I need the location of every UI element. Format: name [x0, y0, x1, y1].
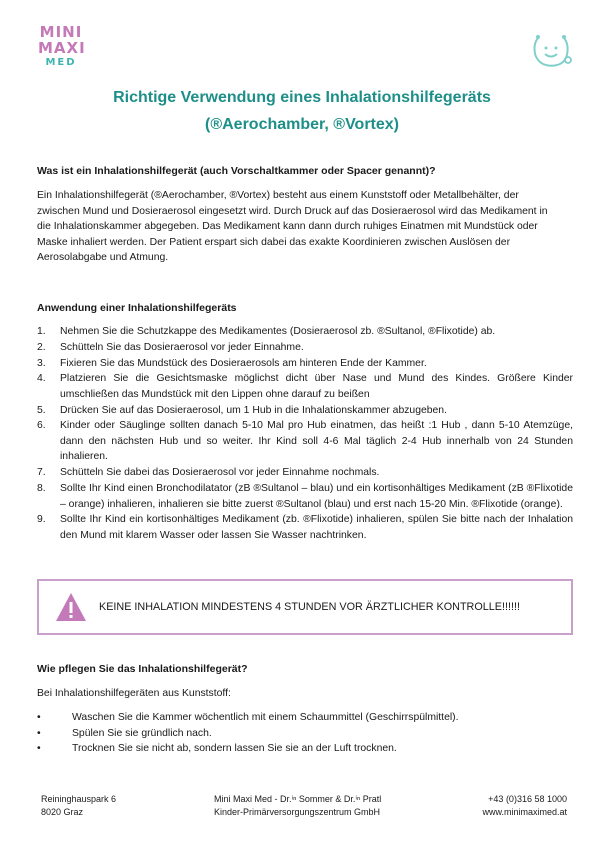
- section-paragraph-what-is: [37, 188, 571, 266]
- list-item: [37, 726, 571, 742]
- step-text: Sollte Ihr Kind ein kortisonhältiges Medikament (zb. ®Flixotide) inhalieren, spülen Sie bitte nach der Inhalation den Mund mit klarem Wasser oder lassen Sie Wasser nachtrinken.: [60, 514, 573, 541]
- step-text: Nehmen Sie die Schutzkappe des Medikamentes (Dosieraerosol zb. ®Sultanol, ®Flixotide) ab.: [60, 326, 496, 337]
- step-number: 4.: [37, 373, 46, 385]
- bullet-icon: •: [37, 743, 41, 754]
- step-text: Drücken Sie auf das Dosieraerosol, um 1 Hub in die Inhalationskammer abzugeben.: [60, 404, 447, 416]
- logo-text-med: MED: [45, 57, 77, 68]
- step-number: 9.: [37, 514, 46, 526]
- list-item: [37, 403, 573, 419]
- list-item: [37, 512, 573, 543]
- list-item: [37, 418, 573, 465]
- care-intro: Bei Inhalationshilfegeräten aus Kunststoff:: [37, 688, 231, 699]
- warning-box: [37, 579, 573, 635]
- footer-company-type: Kinder-Primärversorgungszentrum GmbH: [214, 807, 381, 817]
- list-item: [37, 481, 573, 512]
- page-subtitle: (®Aerochamber, ®Vortex): [205, 116, 399, 133]
- bullet-text: Trocknen Sie sie nicht ab, sondern lassen Sie sie an der Luft trocknen.: [72, 743, 397, 754]
- list-item: [37, 741, 571, 757]
- step-number: 7.: [37, 467, 46, 479]
- step-text: Fixieren Sie das Mundstück des Dosieraerosols am hinteren Ende der Kammer.: [60, 357, 427, 369]
- warning-triangle-icon: [55, 592, 87, 622]
- smiley-stethoscope-icon: [530, 30, 572, 70]
- step-text: Schütteln Sie das Dosieraerosol vor jeder Einnahme.: [60, 341, 304, 353]
- step-number: 5.: [37, 404, 46, 416]
- page-title: Richtige Verwendung eines Inhalationshilfegeräts: [113, 89, 491, 106]
- bullet-icon: •: [37, 727, 41, 739]
- logo-text-maxi: MAXI: [38, 39, 86, 57]
- warning-text: KEINE INHALATION MINDESTENS 4 STUNDEN VOR ÄRZTLICHER KONTROLLE!!!!!!: [99, 601, 520, 613]
- bullet-icon: •: [37, 712, 41, 723]
- paragraph-line: Maske inhaliert werden. Der Patient erspart sich dabei das exakte Koordinieren zwischen Auslösen der: [37, 236, 511, 248]
- paragraph-line: zwischen Mund und Dosieraerosol eingesetzt wird. Durch Druck auf das Dosieraerosol wird das Medikament in: [37, 205, 548, 217]
- list-item: [37, 356, 573, 372]
- step-text: Schütteln Sie dabei das Dosieraerosol vor jeder Einnahme nochmals.: [60, 467, 380, 479]
- usage-steps-list: [37, 324, 573, 544]
- logo-text-mini: MINI: [39, 23, 83, 41]
- section-heading-care: Wie pflegen Sie das Inhalationshilfegerät?: [37, 663, 248, 675]
- footer-company-name: Mini Maxi Med - Dr.ⁱⁿ Sommer & Dr.ⁱⁿ Pratl: [214, 794, 382, 804]
- list-item: [37, 465, 573, 481]
- footer-company: [214, 793, 404, 819]
- step-number: 3.: [37, 357, 46, 369]
- step-number: 1.: [37, 326, 46, 337]
- brand-logo: [38, 24, 84, 70]
- list-item: [37, 371, 573, 402]
- step-text: Kinder oder Säuglinge sollten danach 5-10 Mal pro Hub einatmen, das heißt :1 Hub , dann 5-10 Atemzüge, dann den nächsten Hub und so weiter. Ihr Kind soll 4-6 Mal täglich 2-4 Hub innerhalb von 24 Stunden inhalieren.: [60, 420, 573, 463]
- paragraph-line: Ein Inhalationshilfegerät (®Aerochamber, ®Vortex) besteht aus einem Kunststoff oder Metallbehälter, der: [37, 190, 519, 201]
- paragraph-line: die Inhalationskammer abgegeben. Das Medikament kann dann durch ruhiges Einatmen mit Mundstück oder: [37, 221, 538, 232]
- step-number: 2.: [37, 341, 46, 353]
- step-text: Sollte Ihr Kind einen Bronchodilatator (zB ®Sultanol – blau) und ein kortisonhältiges Medikament (zB ®Flixotide – orange) inhalieren, inhalieren sie bitte zuerst ®Sultanol (blau) und erst nach 15-20 Min. ®Flixotide (orange).: [60, 483, 573, 510]
- bullet-text: Waschen Sie die Kammer wöchentlich mit einem Schaummittel (Geschirrspülmittel).: [72, 712, 459, 723]
- step-text: Platzieren Sie die Gesichtsmaske möglichst dicht über Nase und Mund des Kindes. Größere Kinder umschließen das Mundstück mit den Lippen ohne darauf zu beißen: [60, 373, 573, 400]
- footer-website-link[interactable]: www.minimaximed.at: [482, 807, 567, 817]
- section-heading-usage: Anwendung einer Inhalationshilfegeräts: [37, 302, 237, 314]
- section-heading-what-is: Was ist ein Inhalationshilfegerät (auch Vorschaltkammer oder Spacer genannt)?: [37, 165, 436, 177]
- bullet-text: Spülen Sie sie gründlich nach.: [72, 727, 212, 739]
- step-number: 6.: [37, 420, 46, 432]
- step-number: 8.: [37, 483, 46, 495]
- footer-phone: +43 (0)316 58 1000: [488, 794, 567, 804]
- care-bullet-list: [37, 710, 571, 757]
- footer-address: [41, 793, 116, 819]
- paragraph-line: Aerosolabgabe und Atmung.: [37, 252, 169, 263]
- list-item: [37, 324, 573, 340]
- footer-contact: [470, 793, 567, 819]
- list-item: [37, 710, 571, 726]
- footer-city: 8020 Graz: [41, 807, 84, 817]
- footer-street: Reininghauspark 6: [41, 794, 117, 804]
- list-item: [37, 340, 573, 356]
